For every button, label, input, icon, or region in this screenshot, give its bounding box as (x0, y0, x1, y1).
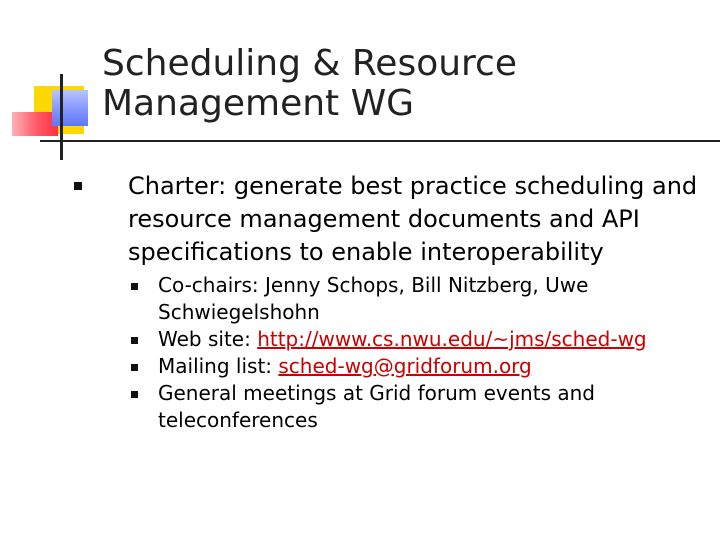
list-item-mailing-list (131, 353, 716, 380)
meetings-text: General meetings at Grid forum events and teleconferences (158, 381, 595, 432)
square-bullet-icon (131, 391, 138, 398)
charter-bullet (74, 170, 714, 269)
list-item-meetings (131, 380, 716, 434)
website-label: Web site: (158, 327, 258, 351)
mailing-list-text (158, 353, 716, 380)
square-bullet-icon (74, 182, 82, 190)
logo-vertical-line (60, 74, 63, 160)
slide-title-line-2: Management WG (102, 83, 415, 124)
cochairs-text: Co-chairs: Jenny Schops, Bill Nitzberg, Uwe Schwiegelshohn (158, 273, 589, 324)
list-item-cochairs (131, 272, 716, 326)
website-text (158, 326, 716, 353)
slide-title (102, 44, 702, 124)
list-item-website (131, 326, 716, 353)
sub-bullet-list (131, 272, 716, 434)
website-link[interactable]: http://www.cs.nwu.edu/~jms/sched-wg (257, 327, 647, 351)
square-bullet-icon (131, 337, 138, 344)
mailing-list-label: Mailing list: (158, 354, 279, 378)
title-divider-line (40, 140, 720, 142)
square-bullet-icon (131, 283, 138, 290)
slide-title-line-1: Scheduling & Resource (102, 43, 518, 84)
square-bullet-icon (131, 364, 138, 371)
logo-graphic (0, 0, 110, 170)
charter-text: Charter: generate best practice scheduling and resource management documents and API specifications to enable interoperability (128, 172, 698, 266)
logo-blue-square (52, 90, 88, 126)
mailing-list-link[interactable]: sched-wg@gridforum.org (278, 354, 532, 378)
